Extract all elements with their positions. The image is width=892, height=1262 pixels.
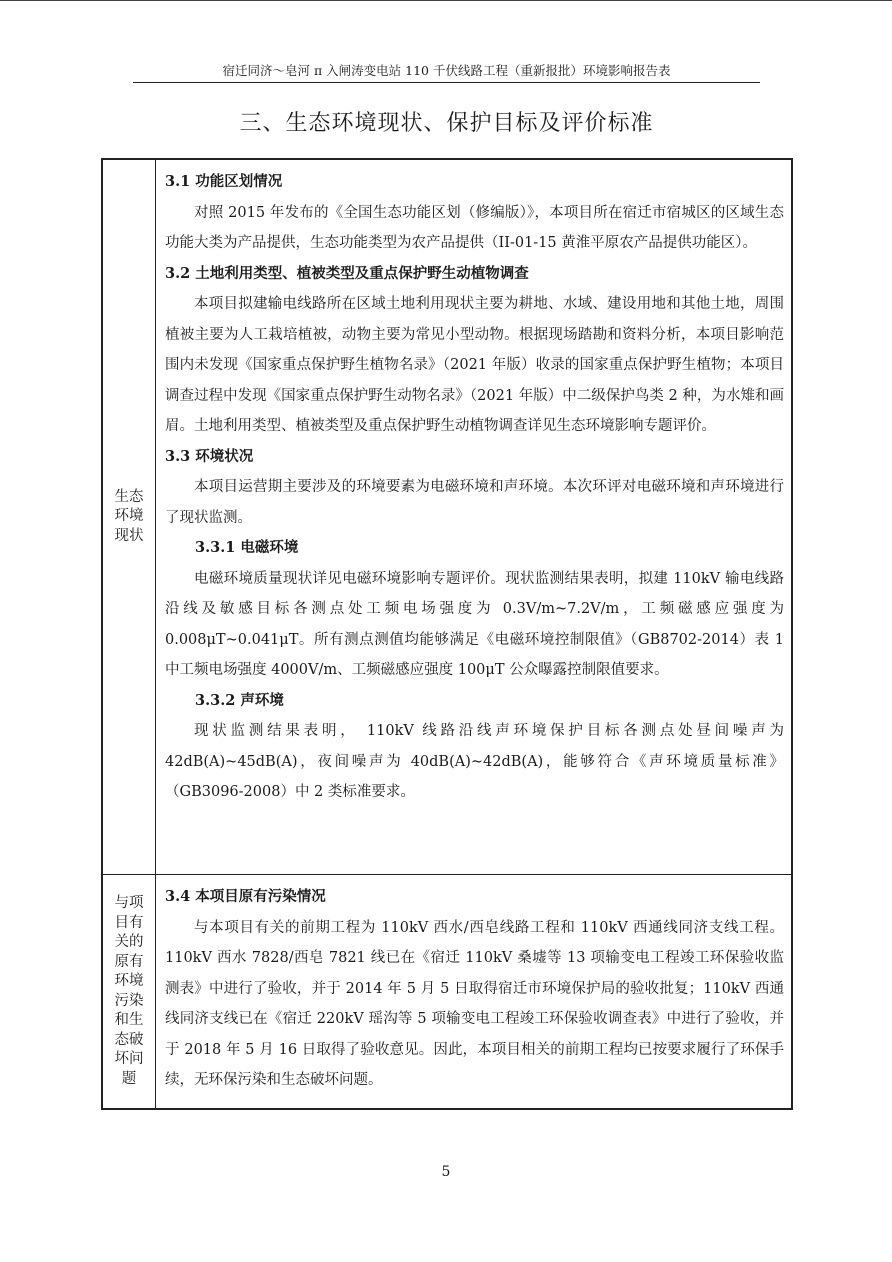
table-row: [103, 874, 791, 1108]
row-label: 与项目有关的原有环境污染和生态破坏问题: [114, 895, 144, 1087]
row-content-cell: [156, 875, 791, 1108]
subsection-heading: 3.3.1 电磁环境: [195, 539, 299, 556]
row-label-cell: [103, 875, 156, 1108]
row-label: 生态环境现状: [114, 488, 144, 544]
paragraph: 对照 2015 年发布的《全国生态功能区划（修编版）》，本项目所在宿迁市宿城区的区域生态功能大类为产品提供，生态功能类型为农产品提供（II-01-15 黄淮平原农产品提供功能区）。: [165, 204, 784, 251]
section-heading: 3.1 功能区划情况: [165, 173, 283, 190]
page-title: 三、生态环境现状、保护目标及评价标准: [239, 111, 654, 136]
paragraph: 电磁环境质量现状详见电磁环境影响专题评价。现状监测结果表明，拟建 110kV 输电线路沿线及敏感目标各测点处工频电场强度为 0.3V/m~7.2V/m，工频磁感应强度为 0.008μT~0.041μT。所有测点测值均能够满足《电磁环境控制限值》（GB8702-2014）表 1 中工频电场强度 4000V/m、工频磁感应强度 100μT 公众曝露控制限值要求。: [165, 570, 784, 678]
page-top-border: [0, 0, 892, 1]
document-header: 宿迁同济～皂河 π 入闸涛变电站 110 千伏线路工程（重新报批）环境影响报告表: [222, 63, 671, 78]
section-heading: 3.4 本项目原有污染情况: [165, 888, 326, 905]
header-rule: [133, 82, 760, 83]
paragraph: 与本项目有关的前期工程为 110kV 西水/西皂线路工程和 110kV 西通线同济支线工程。110kV 西水 7828/西皂 7821 线已在《宿迁 110kV 桑墟等 13 项输变电工程竣工环保验收监测表》中进行了验收，并于 2014 年 5 月 5 日取得宿迁市环境保护局的验收批复；110kV 西通线同济支线已在《宿迁 220kV 瑶沟等 5 项输变电工程竣工环保验收调查表》中进行了验收，并于 2018 年 5 月 16 日取得了验收意见。因此，本项目相关的前期工程均已按要求履行了环保手续，无环保污染和生态破坏问题。: [165, 919, 784, 1088]
report-table: [101, 158, 793, 1110]
subsection-heading: 3.3.2 声环境: [195, 691, 284, 709]
page-number: 5: [441, 1164, 451, 1180]
row-label-cell: [103, 160, 156, 874]
row-content-cell: [156, 160, 791, 874]
section-heading: 3.2 土地利用类型、植被类型及重点保护野生动植物调查: [165, 264, 529, 282]
paragraph: 本项目拟建输电线路所在区域土地利用现状主要为耕地、水域、建设用地和其他土地，周围植被主要为人工栽培植被，动物主要为常见小型动物。根据现场踏勘和资料分析，本项目影响范围内未发现《国家重点保护野生植物名录》（2021 年版）收录的国家重点保护野生植物；本项目调查过程中发现《国家重点保护野生动物名录》（2021 年版）中二级保护鸟类 2 种，为水雉和画眉。土地利用类型、植被类型及重点保护野生动植物调查详见生态环境影响专题评价。: [165, 296, 784, 434]
paragraph: 现状监测结果表明， 110kV 线路沿线声环境保护目标各测点处昼间噪声为 42dB(A)~45dB(A)，夜间噪声为 40dB(A)~42dB(A)，能够符合《声环境质量标准》（GB3096-2008）中 2 类标准要求。: [165, 723, 784, 800]
table-row: [103, 160, 791, 874]
section-heading: 3.3 环境状况: [165, 447, 254, 465]
paragraph: 本项目运营期主要涉及的环境要素为电磁环境和声环境。本次环评对电磁环境和声环境进行了现状监测。: [165, 479, 784, 526]
